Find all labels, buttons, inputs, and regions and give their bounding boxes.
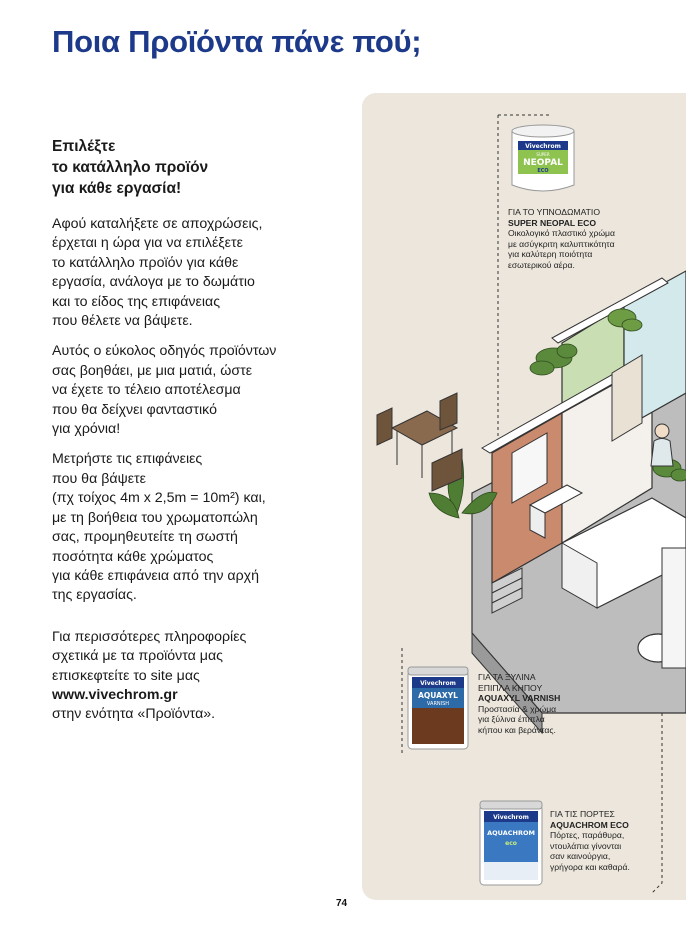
can-label-sub: ECO (537, 168, 549, 174)
text-line: να έχετε το τέλειο αποτέλεσμα (52, 382, 241, 399)
heading-line: το κατάλληλο προϊόν (52, 159, 209, 176)
callout-super-neopal (508, 207, 684, 271)
page-number: 74 (336, 898, 348, 909)
intro-column (52, 136, 322, 736)
text-line: για κάθε επιφάνεια από την αρχή (52, 567, 260, 584)
website-link[interactable]: www.vivechrom.gr (52, 686, 178, 703)
can-label-main: AQUAXYL (418, 691, 458, 700)
text-line: ποσότητα κάθε χρώματος (52, 548, 214, 565)
can-brand: Vivechrom (420, 680, 456, 687)
text-line: της εργασίας. (52, 587, 137, 604)
callout-aquachrom (550, 809, 684, 873)
can-brand: Vivechrom (493, 814, 529, 821)
patio-furniture (377, 393, 462, 491)
text-line: που θέλετε να βάψετε. (52, 313, 193, 330)
text-line: Αφού καταλήξετε σε αποχρώσεις, (52, 216, 263, 232)
text-line: εργασία, ανάλογα με το δωμάτιο (52, 274, 255, 291)
text-line: και το είδος της επιφάνειας (52, 293, 221, 310)
callout-caption: ΓΙΑ ΤΟ ΥΠΝΟΔΩΜΑΤΙΟ (508, 207, 601, 217)
text-line: το κατάλληλο προϊόν για κάθε (52, 254, 239, 271)
callout-product-name: AQUACHROM ECO (550, 819, 629, 830)
callout-caption: ΓΙΑ ΤΑ ΞΥΛΙΝΑ (478, 672, 536, 682)
callout-desc-line: Οικολογικό πλαστικό χρώμα (508, 228, 615, 239)
text-line: επισκεφτείτε το site μας (52, 667, 200, 684)
illustration-panel (362, 93, 686, 900)
intro-heading (52, 136, 322, 199)
callout-desc-line: Προστασία & χρώμα (478, 703, 557, 714)
text-line: (πχ τοίχος 4m x 2,5m = 10m²) και, (52, 490, 266, 507)
can-label-sub: VARNISH (426, 701, 450, 707)
text-line: Για περισσότερες πληροφορίες (52, 628, 247, 645)
callout-desc-line: κήπου και βεράντας. (478, 724, 556, 735)
can-label-main: NEOPAL (523, 158, 563, 168)
callout-desc-line: για ξύλινα έπιπλα (478, 714, 545, 725)
text-line: Αυτός ο εύκολος οδηγός προϊόντων (52, 343, 277, 360)
callout-desc-line: για καλύτερη ποιότητα (508, 249, 593, 260)
callout-caption: ΕΠΙΠΛΑ ΚΗΠΟΥ (478, 682, 543, 693)
callout-product-name: SUPER NEOPAL ECO (508, 217, 597, 228)
text-line: Μετρήστε τις επιφάνειες (52, 451, 203, 468)
callout-desc-line: σαν καινούργια, (550, 851, 611, 862)
text-line: με τη βοήθεια του χρωματοπώλη (52, 509, 258, 526)
bath-wall (662, 548, 686, 668)
intro-paragraph-1 (52, 215, 322, 331)
can-aquachrom (480, 801, 542, 885)
can-aquaxyl (408, 667, 468, 749)
callout-desc-line: Πόρτες, παράθυρα, (550, 830, 625, 841)
heading-line: για κάθε εργασία! (52, 180, 182, 197)
callout-desc-line: εσωτερικού αέρα. (508, 259, 575, 270)
callout-desc-line: με ασύγκριτη καλυπτικότητα (508, 238, 615, 249)
can-label-sub: eco (505, 840, 517, 847)
can-brand: Vivechrom (525, 143, 561, 150)
can-label-main: AQUACHROM (487, 829, 535, 837)
text-line: που θα βάψετε (52, 470, 146, 487)
can-label-top: SUPER (536, 152, 550, 157)
text-line: έρχεται η ώρα για να επιλέξετε (52, 235, 243, 252)
callout-product-name: AQUAXYL VARNISH (478, 693, 561, 704)
intro-paragraph-3 (52, 450, 322, 605)
callout-aquaxyl (478, 672, 648, 736)
text-line: σας βοηθάει, με μια ματιά, ώστε (52, 362, 253, 379)
intro-paragraph-4 (52, 628, 322, 725)
text-line: σχετικά με τα προϊόντα μας (52, 648, 223, 665)
intro-paragraph-2 (52, 342, 322, 439)
heading-line: Επιλέξτε (52, 138, 116, 155)
text-line: για χρόνια! (52, 421, 121, 438)
text-line: στην ενότητα «Προϊόντα». (52, 706, 216, 723)
text-line: σας, προμηθευτείτε τη σωστή (52, 529, 238, 546)
text-line: που θα δείχνει φανταστικό (52, 401, 217, 418)
page-title: Ποια Προϊόντα πάνε πού; (52, 24, 422, 59)
can-super-neopal (512, 125, 574, 191)
callout-caption: ΓΙΑ ΤΙΣ ΠΟΡΤΕΣ (550, 809, 615, 819)
callout-desc-line: γρήγορα και καθαρά. (550, 861, 630, 872)
callout-desc-line: ντουλάπια γίνονται (550, 840, 622, 851)
